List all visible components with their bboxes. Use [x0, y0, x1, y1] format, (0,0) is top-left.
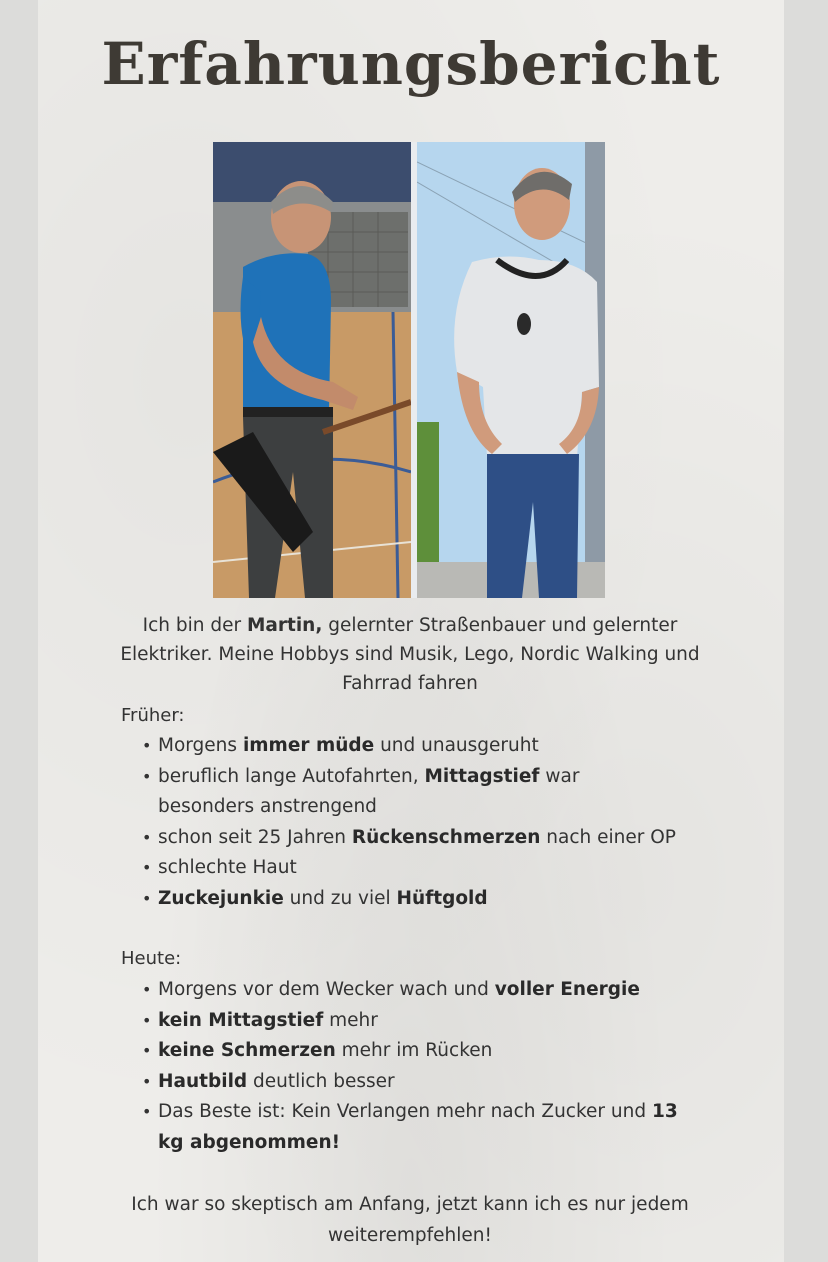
list-item — [140, 1006, 740, 1037]
list-item — [140, 884, 740, 915]
before-list — [140, 731, 740, 914]
left-margin — [0, 0, 38, 1262]
item-text: mehr im Rücken — [335, 1040, 493, 1061]
intro-name: Martin, — [246, 615, 323, 636]
intro-part-2: gelernter Straßenbauer und gelernter Elektriker. Meine Hobbys sind Musik, Lego, Nordic Walking und Fahrrad fahren — [120, 615, 700, 694]
page-title: Erfahrungsbericht — [101, 30, 721, 98]
list-item — [140, 1036, 740, 1067]
list-item — [140, 762, 740, 823]
item-bold: Hautbild — [158, 1070, 248, 1092]
list-item — [140, 853, 740, 884]
after-photo — [417, 142, 605, 598]
after-list — [140, 975, 740, 1158]
list-item — [140, 1097, 740, 1158]
after-label: Heute: — [121, 948, 182, 969]
item-bold: 13 kg abgenommen! — [158, 1101, 678, 1153]
item-text: beruflich lange Autofahrten, — [158, 765, 425, 787]
item-bold: Mittagstief — [424, 765, 540, 787]
before-photo — [213, 142, 411, 598]
item-text: Morgens vor dem Wecker wach und — [158, 979, 495, 1000]
before-photo-illustration — [213, 142, 411, 598]
list-item — [140, 975, 740, 1006]
right-margin — [784, 0, 828, 1262]
item-text: und unausgeruht — [374, 735, 539, 756]
item-text: war besonders anstrengend — [158, 765, 580, 817]
item-text: Das Beste ist: Kein Verlangen mehr nach Zucker und — [158, 1101, 652, 1122]
list-item — [140, 823, 740, 854]
intro-text — [100, 611, 720, 698]
item-text: schlechte Haut — [158, 857, 297, 878]
item-text: und zu viel — [283, 887, 397, 909]
item-bold: kein Mittagstief — [158, 1009, 324, 1031]
outro-text: Ich war so skeptisch am Anfang, jetzt kann ich es nur jedem weiterempfehlen! — [131, 1194, 689, 1246]
intro-part-1: Ich bin der — [142, 615, 247, 636]
item-text: deutlich besser — [247, 1070, 395, 1092]
item-text: schon seit 25 Jahren — [158, 826, 352, 848]
item-text: mehr — [323, 1009, 378, 1031]
item-bold: keine Schmerzen — [158, 1040, 336, 1061]
item-text: nach einer OP — [540, 826, 676, 848]
after-photo-illustration — [417, 142, 605, 598]
list-item — [140, 1067, 740, 1098]
item-bold: Zuckejunkie — [158, 887, 284, 909]
item-text: Morgens — [158, 735, 243, 756]
item-bold: voller Energie — [494, 979, 640, 1000]
item-bold: immer müde — [242, 735, 375, 756]
before-after-photos — [213, 142, 605, 598]
item-bold: Hüftgold — [396, 887, 488, 909]
item-bold: Rückenschmerzen — [351, 826, 541, 848]
list-item — [140, 731, 740, 762]
before-label: Früher: — [121, 705, 185, 726]
